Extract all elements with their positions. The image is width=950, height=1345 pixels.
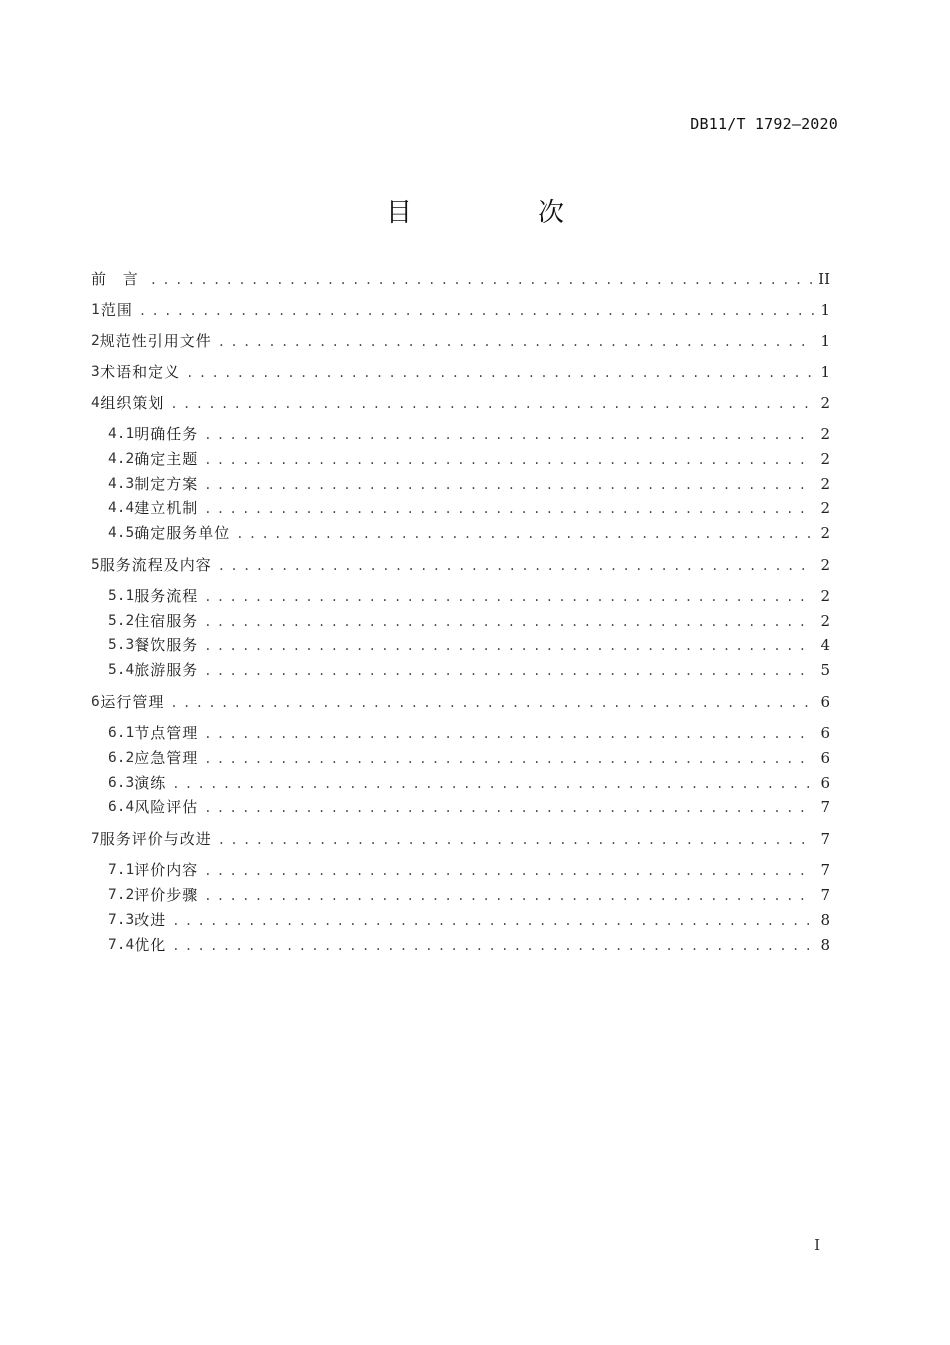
- toc-entry-leader: [204, 634, 814, 656]
- toc-entry-label: 制定方案: [134, 475, 199, 493]
- toc-entry-number: 7.4: [108, 937, 135, 953]
- toc-entry-number: 1: [91, 302, 100, 318]
- toc-entry-leader: [204, 796, 814, 818]
- toc-entry-label: 改进: [134, 911, 167, 929]
- toc-entry-leader: [204, 747, 814, 769]
- toc-entry-leader: [218, 330, 814, 352]
- toc-entry-page: 6: [820, 774, 830, 792]
- toc-entry-leader: [204, 473, 814, 495]
- toc-entry-page: 7: [820, 798, 830, 816]
- toc-entry-label: 住宿服务: [134, 612, 199, 630]
- toc-entry-number: 7.3: [108, 912, 135, 928]
- toc-entry-number: 6.1: [108, 725, 135, 741]
- toc-entry-page: 7: [820, 886, 830, 904]
- toc-entry-leader: [218, 554, 814, 576]
- toc-entry[interactable]: [108, 522, 830, 544]
- toc-entry-leader: [204, 448, 814, 470]
- page-number: I: [814, 1236, 820, 1254]
- toc-entry[interactable]: [91, 268, 830, 290]
- toc-entry-page: 2: [820, 524, 830, 542]
- toc-entry[interactable]: [108, 884, 830, 906]
- toc-entry-number: 3: [91, 364, 100, 380]
- toc-entry-number: 6.4: [108, 799, 135, 815]
- toc-entry-number: 5.3: [108, 637, 135, 653]
- toc-entry-leader: [218, 828, 814, 850]
- toc-entry-page: 6: [820, 693, 830, 711]
- toc-entry-label: 应急管理: [134, 749, 199, 767]
- toc-entry[interactable]: [108, 934, 830, 956]
- toc-entry-page: 1: [820, 363, 830, 381]
- toc-entry-label: 术语和定义: [100, 363, 181, 381]
- toc-entry-leader: [150, 268, 812, 290]
- toc-entry[interactable]: [91, 691, 830, 713]
- toc-entry-label: 服务评价与改进: [99, 830, 212, 848]
- toc-entry[interactable]: [108, 448, 830, 470]
- toc-entry-leader: [204, 722, 814, 744]
- toc-entry[interactable]: [108, 634, 830, 656]
- toc-entry-label: 评价内容: [134, 861, 199, 879]
- toc-entry[interactable]: [91, 299, 830, 321]
- toc-entry[interactable]: [91, 361, 830, 383]
- toc-entry-number: 4: [91, 395, 100, 411]
- toc-entry-number: 4.5: [108, 525, 135, 541]
- toc-entry-page: 2: [820, 612, 830, 630]
- toc-entry[interactable]: [108, 585, 830, 607]
- toc-entry-label: 优化: [134, 936, 167, 954]
- toc-entry-label: 风险评估: [134, 798, 199, 816]
- toc-entry-leader: [186, 361, 814, 383]
- toc-entry-label: 组织策划: [100, 394, 165, 412]
- toc-entry-label: 服务流程: [134, 587, 199, 605]
- toc-entry-number: 4.2: [108, 451, 135, 467]
- toc-entry-label: 演练: [134, 774, 167, 792]
- toc-entry-leader: [204, 884, 814, 906]
- toc-entry-number: 5.4: [108, 662, 135, 678]
- toc-entry-leader: [204, 859, 814, 881]
- toc-entry[interactable]: [108, 497, 830, 519]
- toc-entry-page: 7: [820, 861, 830, 879]
- toc-entry-leader: [172, 772, 814, 794]
- toc-entry-label: 节点管理: [134, 724, 199, 742]
- toc-entry[interactable]: [108, 909, 830, 931]
- toc-entry-page: 2: [820, 556, 830, 574]
- toc-entry-number: 5: [91, 557, 100, 573]
- toc-entry-page: II: [818, 270, 830, 288]
- toc-entry-page: 5: [820, 661, 830, 679]
- toc-entry-number: 6.2: [108, 750, 135, 766]
- toc-entry-number: 5.2: [108, 613, 135, 629]
- toc-entry-label: 服务流程及内容: [99, 556, 212, 574]
- toc-entry[interactable]: [108, 473, 830, 495]
- toc-entry-number: 7.2: [108, 887, 135, 903]
- toc-entry[interactable]: [108, 610, 830, 632]
- toc-entry[interactable]: [91, 828, 830, 850]
- toc-entry[interactable]: [108, 747, 830, 769]
- toc-entry[interactable]: [108, 722, 830, 744]
- toc-entry-label: 确定主题: [134, 450, 199, 468]
- toc-entry[interactable]: [91, 330, 830, 352]
- toc-entry-page: 2: [820, 425, 830, 443]
- toc-entry-number: 4.1: [108, 426, 135, 442]
- toc-entry-label: 旅游服务: [134, 661, 199, 679]
- toc-entry-number: 6: [91, 694, 100, 710]
- toc-entry-number: 5.1: [108, 588, 135, 604]
- toc-title: 目 次: [385, 198, 614, 228]
- toc-entry-leader: [204, 659, 814, 681]
- toc-entry-label: 建立机制: [134, 499, 199, 517]
- toc-entry-label: 规范性引用文件: [99, 332, 212, 350]
- toc-entry[interactable]: [108, 796, 830, 818]
- toc-entry-page: 6: [820, 749, 830, 767]
- toc-entry-leader: [139, 299, 814, 321]
- toc-entry-label: 确定服务单位: [134, 524, 231, 542]
- toc-entry-number: 6.3: [108, 775, 135, 791]
- document-code: DB11/T 1792—2020: [690, 115, 838, 133]
- toc-entry-leader: [170, 392, 814, 414]
- toc-entry[interactable]: [108, 859, 830, 881]
- toc-entry-leader: [170, 691, 814, 713]
- toc-entry-label: 运行管理: [100, 693, 165, 711]
- toc-entry-page: 7: [820, 830, 830, 848]
- toc-entry-page: 6: [820, 724, 830, 742]
- toc-entry-leader: [204, 585, 814, 607]
- toc-entry-page: 2: [820, 394, 830, 412]
- toc-entry-page: 2: [820, 499, 830, 517]
- toc-entry-label: 范围: [100, 301, 133, 319]
- toc-entry-leader: [204, 423, 814, 445]
- toc-entry[interactable]: [108, 772, 830, 794]
- toc-entry[interactable]: [91, 392, 830, 414]
- toc-entry[interactable]: [108, 659, 830, 681]
- toc-entry-leader: [204, 610, 814, 632]
- toc-entry-label: 评价步骤: [134, 886, 199, 904]
- toc-entry-page: 2: [820, 450, 830, 468]
- toc-entry-number: 7: [91, 831, 100, 847]
- toc-entry-page: 2: [820, 587, 830, 605]
- toc-entry-number: 4.4: [108, 500, 135, 516]
- toc-entry-label: 前 言: [91, 270, 144, 288]
- toc-entry-label: 餐饮服务: [134, 636, 199, 654]
- toc-entry-number: 4.3: [108, 476, 135, 492]
- toc-entry[interactable]: [91, 554, 830, 576]
- toc-entry-page: 1: [820, 332, 830, 350]
- toc-entry-number: 7.1: [108, 862, 135, 878]
- toc-entry-leader: [172, 909, 814, 931]
- toc-entry-number: 2: [91, 333, 100, 349]
- toc-entry-page: 1: [820, 301, 830, 319]
- toc-entry-page: 8: [820, 911, 830, 929]
- toc-entry-leader: [236, 522, 814, 544]
- toc-entry-label: 明确任务: [134, 425, 199, 443]
- toc-entry-page: 8: [820, 936, 830, 954]
- toc-entry-leader: [172, 934, 814, 956]
- toc-entry-leader: [204, 497, 814, 519]
- toc-entry[interactable]: [108, 423, 830, 445]
- toc-entry-page: 4: [820, 636, 830, 654]
- toc-entry-page: 2: [820, 475, 830, 493]
